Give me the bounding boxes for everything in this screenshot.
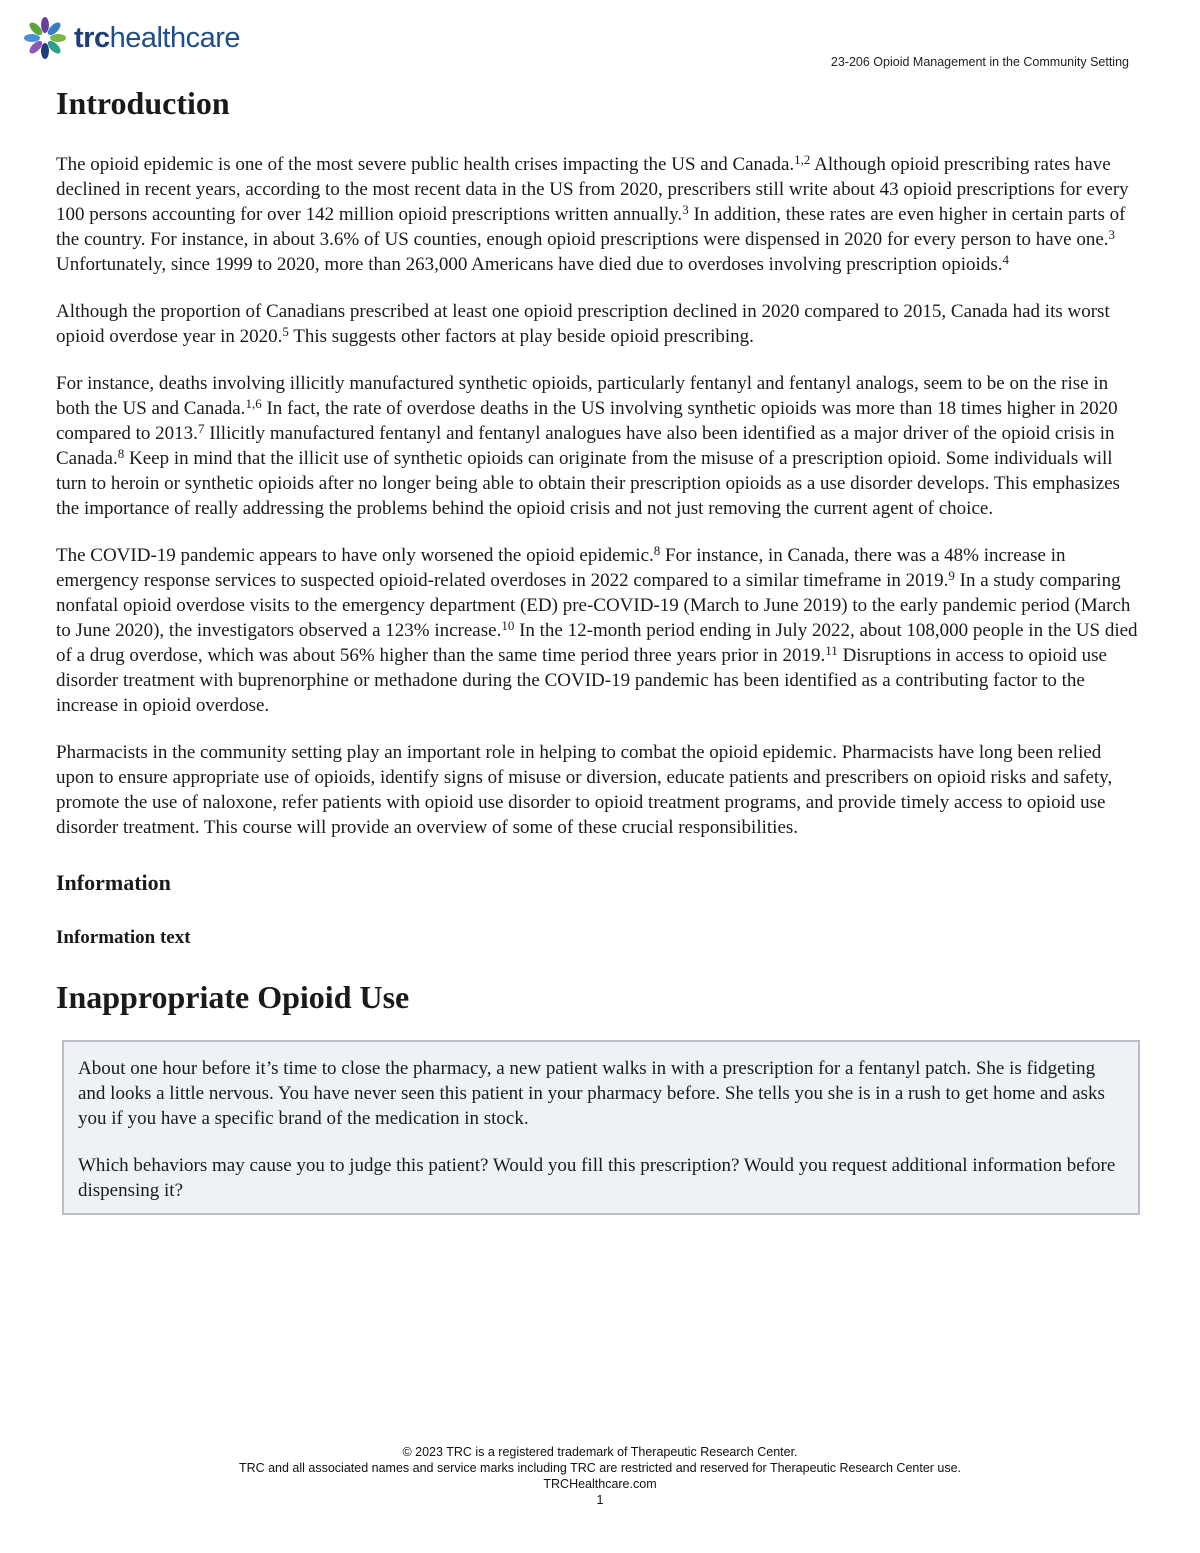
intro-paragraph-2 <box>56 299 1140 349</box>
text-span: In addition, these rates are even higher in certain parts of the country. For instance, in about 3.6% of US counties, enough opioid prescriptions were dispensed in 2020 for every person to have one. <box>56 204 1126 250</box>
reference-superscript: 7 <box>197 421 205 436</box>
footer-website: TRCHealthcare.com <box>543 1477 657 1491</box>
information-text: Information text <box>56 927 191 948</box>
text-span: In a study comparing nonfatal opioid overdose visits to the emergency department (ED) pre-COVID-19 (March to June 2019) to the early pandemic period (March to June 2020), the investigators observed a 123% increase. <box>56 570 1131 641</box>
text-span: Keep in mind that the illicit use of synthetic opioids can originate from the misuse of a prescription opioid. Some individuals will turn to heroin or synthetic opioids after no longer being able to obtain their prescription opioids as a use disorder develops. This emphasizes the importance of really addressing the problems behind the opioid crisis and not just removing the current agent of choice. <box>56 448 1120 519</box>
intro-paragraph-3 <box>56 371 1140 521</box>
text-span: Unfortunately, since 1999 to 2020, more than 263,000 Americans have died due to overdoses involving prescription opioids. <box>56 254 1003 275</box>
text-span: The opioid epidemic is one of the most severe public health crises impacting the US and Canada. <box>56 154 795 175</box>
inappropriate-opioid-use-heading: Inappropriate Opioid Use <box>56 979 410 1015</box>
case-questions-paragraph: Which behaviors may cause you to judge this patient? Would you fill this prescription? Would you request additional information before dispensing it? <box>78 1155 1116 1201</box>
intro-paragraph-4 <box>56 543 1140 718</box>
text-span: Although opioid prescribing rates have declined in recent years, according to the most recent data in the US from 2020, prescribers still write about 43 opioid prescriptions for every 100 persons accounting for over 142 million opioid prescriptions written annually. <box>56 154 1129 225</box>
reference-superscript: 1,6 <box>245 396 262 411</box>
text-span: Although the proportion of Canadians prescribed at least one opioid prescription declined in 2020 compared to 2015, Canada had its worst opioid overdose year in 2020. <box>56 301 1110 347</box>
introduction-heading: Introduction <box>56 85 230 121</box>
text-span: This suggests other factors at play beside opioid prescribing. <box>288 326 754 347</box>
logo-pinwheel-icon <box>22 16 68 60</box>
text-span: In fact, the rate of overdose deaths in the US involving synthetic opioids was more than 18 times higher in 2020 compared to 2013. <box>56 398 1118 444</box>
reference-superscript: 3 <box>682 202 689 217</box>
footer-trademark-notice: TRC and all associated names and service marks including TRC are restricted and reserved for Therapeutic Research Center use. <box>238 1461 962 1475</box>
reference-superscript: 11 <box>825 643 838 658</box>
footer-copyright: © 2023 TRC is a registered trademark of Therapeutic Research Center. <box>402 1445 798 1459</box>
text-span: For instance, deaths involving illicitly manufactured synthetic opioids, particularly fentanyl and fentanyl analogs, seem to be on the rise in both the US and Canada. <box>56 373 1109 419</box>
reference-superscript: 9 <box>948 568 955 583</box>
reference-superscript: 3 <box>1108 227 1116 242</box>
text-span: For instance, in Canada, there was a 48% increase in emergency response services to suspected opioid-related overdoses in 2022 compared to a similar timeframe in 2019. <box>56 545 1066 591</box>
text-span: The COVID-19 pandemic appears to have only worsened the opioid epidemic. <box>56 545 654 566</box>
text-span: In the 12-month period ending in July 2022, about 108,000 people in the US died of a drug overdose, which was about 56% higher than the same time period three years prior in 2019. <box>56 620 1138 666</box>
case-scenario-paragraph: About one hour before it’s time to close the pharmacy, a new patient walks in with a prescription for a fentanyl patch. She is fidgeting and looks a little nervous. You have never seen this patient in your pharmacy before. She tells you she is in a rush to get home and asks you if you have a specific brand of the medication in stock. <box>78 1058 1105 1129</box>
information-heading: Information <box>56 870 171 895</box>
document-body <box>56 84 1140 1215</box>
case-scenario-box <box>62 1040 1140 1215</box>
reference-superscript: 5 <box>282 324 289 339</box>
intro-paragraph-1 <box>56 152 1140 277</box>
reference-superscript: 10 <box>501 618 515 633</box>
text-span: Disruptions in access to opioid use disorder treatment with buprenorphine or methadone during the COVID-19 pandemic has been identified as a contributing factor to the increase in opioid overdose. <box>56 645 1107 716</box>
page-number: 1 <box>596 1493 604 1507</box>
trc-healthcare-logo <box>22 16 240 60</box>
logo-trc: trc <box>74 21 110 54</box>
reference-superscript: 8 <box>117 446 125 461</box>
reference-superscript: 1,2 <box>794 152 811 167</box>
intro-paragraph-5: Pharmacists in the community setting play an important role in helping to combat the opioid epidemic. Pharmacists have long been relied upon to ensure appropriate use of opioids, identify signs of misuse or diversion, educate patients and prescribers on opioid risks and safety, promote the use of naloxone, refer patients with opioid use disorder to opioid treatment programs, and provide timely access to opioid use disorder treatment. This course will provide an overview of some of these crucial responsibilities. <box>56 742 1113 838</box>
page-footer <box>0 1444 1200 1508</box>
text-span: Illicitly manufactured fentanyl and fentanyl analogues have also been identified as a major driver of the opioid crisis in Canada. <box>56 423 1115 469</box>
reference-superscript: 4 <box>1002 252 1009 267</box>
course-title: 23-206 Opioid Management in the Community Setting <box>830 55 1129 69</box>
reference-superscript: 8 <box>653 543 661 558</box>
logo-healthcare: healthcare <box>109 21 241 54</box>
logo-wordmark <box>74 21 241 54</box>
